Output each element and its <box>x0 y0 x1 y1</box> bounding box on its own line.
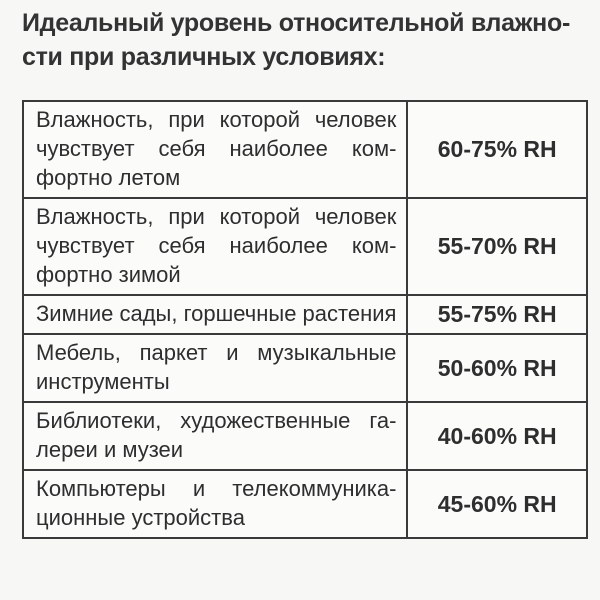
condition-line: Влажность, при которой человек <box>36 107 397 132</box>
condition-line: инструменты <box>36 369 170 394</box>
condition-line: Компьютеры и телекоммуника- <box>36 476 397 501</box>
table-row <box>23 198 587 295</box>
condition-line: чувствует себя наиболее ком- <box>36 136 397 161</box>
condition-cell <box>23 295 407 334</box>
humidity-value: 50-60% RH <box>407 334 587 402</box>
condition-line: Влажность, при которой человек <box>36 204 397 229</box>
condition-line: Зимние сады, горшечные растения <box>36 301 397 326</box>
humidity-value: 55-75% RH <box>407 295 587 334</box>
humidity-value: 60-75% RH <box>407 101 587 198</box>
condition-cell <box>23 470 407 538</box>
table-row <box>23 470 587 538</box>
humidity-value: 55-70% RH <box>407 198 587 295</box>
condition-cell <box>23 402 407 470</box>
title-line-1: Идеальный уровень относительной влажно- <box>22 9 570 37</box>
condition-line: фортно зимой <box>36 262 181 287</box>
table-row <box>23 101 587 198</box>
condition-cell <box>23 101 407 198</box>
condition-cell <box>23 334 407 402</box>
table-row <box>23 402 587 470</box>
condition-line: чувствует себя наиболее ком- <box>36 233 397 258</box>
condition-line: лереи и музеи <box>36 437 184 462</box>
table-row <box>23 295 587 334</box>
title-line-2: сти при различных условиях: <box>22 43 386 71</box>
page-title <box>22 6 590 74</box>
condition-line: Библиотеки, художественные га- <box>36 408 397 433</box>
humidity-value: 45-60% RH <box>407 470 587 538</box>
humidity-value: 40-60% RH <box>407 402 587 470</box>
condition-cell <box>23 198 407 295</box>
humidity-table <box>22 100 588 539</box>
condition-line: фортно летом <box>36 165 181 190</box>
condition-line: ционные устройства <box>36 505 245 530</box>
table-row <box>23 334 587 402</box>
condition-line: Мебель, паркет и музыкальные <box>36 340 397 365</box>
